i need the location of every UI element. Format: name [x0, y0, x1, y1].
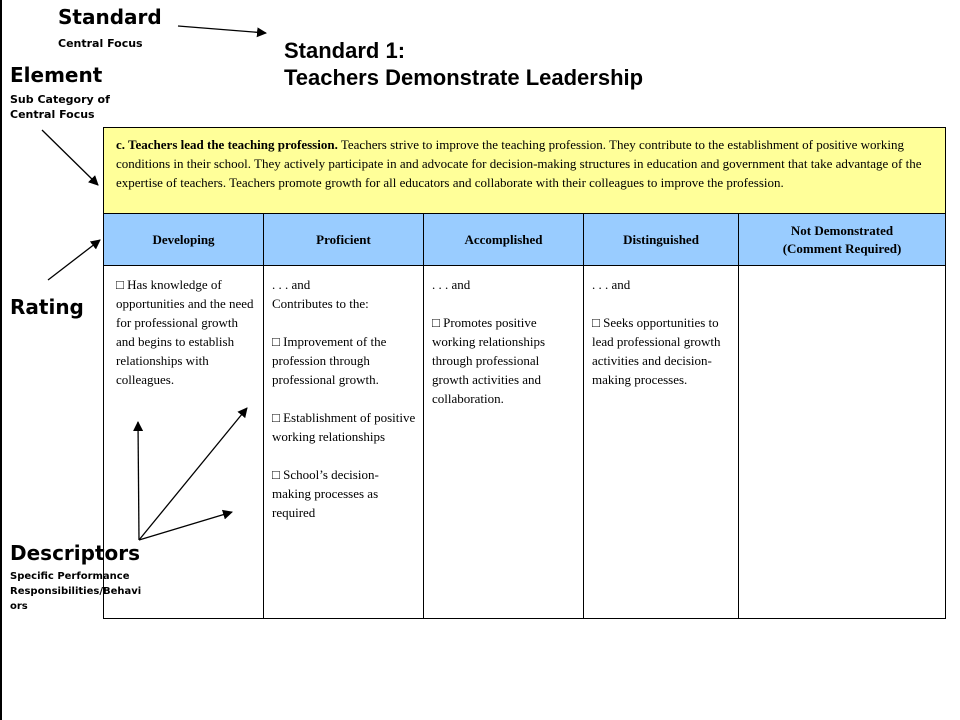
element-lead: c. Teachers lead the teaching profession. [116, 137, 338, 152]
standard-sub-label: Central Focus [58, 37, 143, 50]
header-not-demonstrated-line2: (Comment Required) [782, 240, 902, 256]
element-text: Teachers strive to improve the teaching profession. They contribute to the establishment of positive working conditions in their school. They actively participate in and advocate for decision-making structures in education and government that take advantage of the expertise of teachers. Teachers promote growth for all educators and collaborate with their colleagues to improve the profession. [116, 137, 922, 190]
header-proficient: Proficient [264, 214, 424, 265]
distinguished-descriptor-1: □ Seeks opportunities to lead professional growth activities and decision-making processes. [592, 315, 721, 387]
header-accomplished: Accomplished [424, 214, 584, 265]
rating-label: Rating [10, 295, 84, 319]
descriptors-sub-label: Specific Performance Responsibilities/Behavi ors [10, 571, 142, 612]
proficient-descriptor-1: □ Improvement of the profession through professional growth. [272, 334, 387, 387]
element-label: Element [10, 63, 103, 87]
descriptor-arrow-up [138, 422, 139, 540]
rating-arrow [48, 240, 100, 280]
accomplished-lead: . . . and [432, 277, 471, 292]
header-distinguished: Distinguished [584, 214, 739, 265]
element-arrow [42, 130, 98, 185]
proficient-intro: Contributes to the: [272, 296, 369, 311]
proficient-descriptor-3: □ School’s decision-making processes as required [272, 467, 379, 520]
descriptor-arrow-right [139, 512, 232, 540]
header-not-demonstrated-line1: Not Demonstrated [790, 222, 894, 238]
descriptors-label: Descriptors [10, 541, 141, 565]
standard-title: Standard 1: [284, 38, 406, 63]
developing-descriptor-1: □ Has knowledge of opportunities and the need for professional growth and begins to establish relationships with colleagues. [116, 277, 254, 387]
standard-name: Teachers Demonstrate Leadership [284, 65, 644, 90]
proficient-descriptor-2: □ Establishment of positive working relationships [272, 410, 416, 444]
distinguished-lead: . . . and [592, 277, 631, 292]
standard-arrow [178, 26, 266, 33]
header-developing: Developing [104, 214, 264, 265]
accomplished-descriptor-1: □ Promotes positive working relationships through professional growth activities and collaboration. [432, 315, 546, 406]
element-sub-label: Sub Category of Central Focus [10, 93, 110, 121]
standard-label: Standard [58, 5, 162, 29]
proficient-lead: . . . and [272, 277, 311, 292]
descriptor-arrow-diagonal [139, 408, 247, 540]
